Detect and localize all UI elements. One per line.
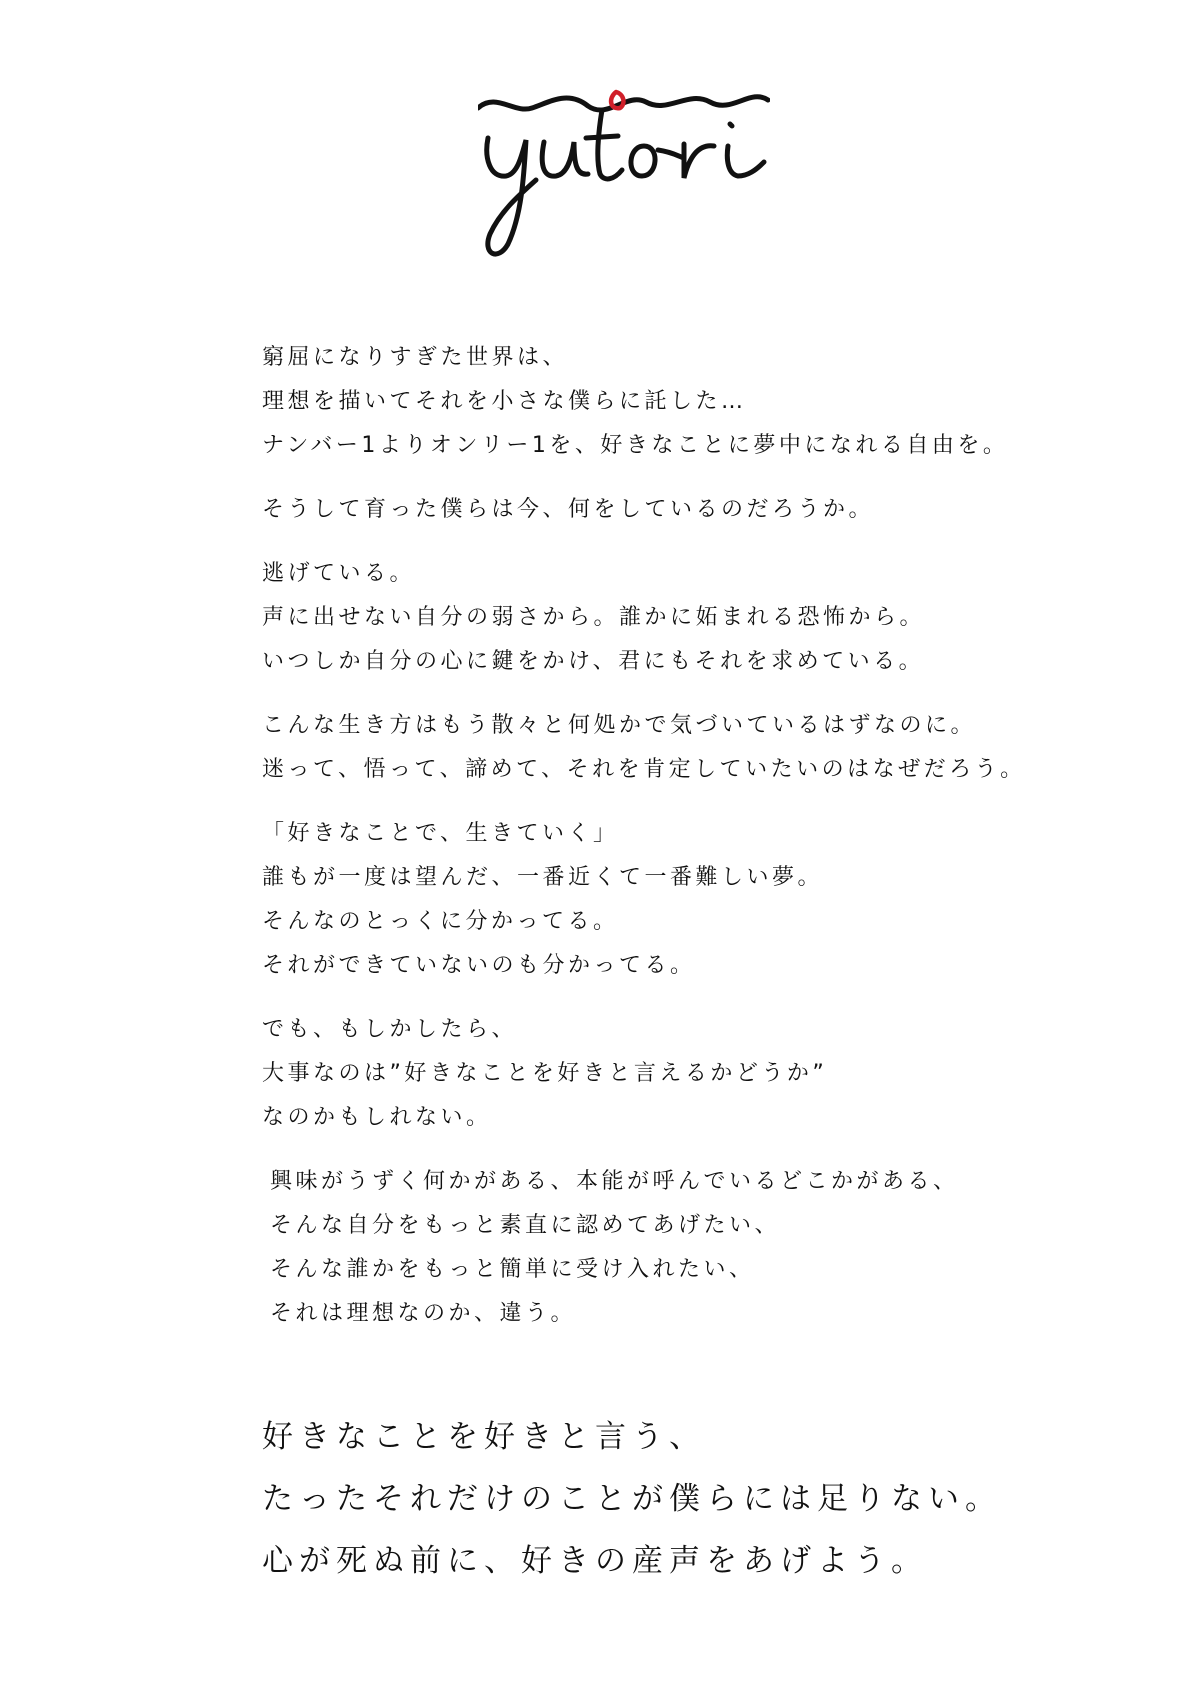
paragraph-1 <box>262 336 1162 468</box>
text-line: 迷って、悟って、諦めて、それを肯定していたいのはなぜだろう。 <box>262 757 1026 782</box>
yutori-logo <box>478 84 770 264</box>
closing-line: たったそれだけのことが僕らには足りない。 <box>262 1481 1002 1517</box>
text-line: 興味がうずく何かがある、本能が呼んでいるどこかがある、 <box>270 1169 959 1194</box>
text-line: 窮屈になりすぎた世界は、 <box>262 345 569 370</box>
text-line: 誰もが一度は望んだ、一番近くて一番難しい夢。 <box>262 865 824 890</box>
text-line: そうして育った僕らは今、何をしているのだろうか。 <box>262 497 875 522</box>
paragraph-5 <box>262 812 1162 988</box>
text-line: こんな生き方はもう散々と何処かで気づいているはずなのに。 <box>262 713 977 738</box>
text-line: 逃げている。 <box>262 561 416 586</box>
paragraph-2 <box>262 488 1162 532</box>
text-line: いつしか自分の心に鍵をかけ、君にもそれを求めている。 <box>262 649 925 674</box>
text-line: ナンバー1よりオンリー1を、好きなことに夢中になれる自由を。 <box>262 433 1009 458</box>
manifesto-body <box>262 336 1162 1356</box>
paragraph-4 <box>262 704 1162 792</box>
text-line: 「好きなことで、生きていく」 <box>262 821 619 846</box>
text-line: でも、もしかしたら、 <box>262 1017 518 1042</box>
text-line: 大事なのは”好きなことを好きと言えるかどうか” <box>262 1061 828 1086</box>
text-line: 理想を描いてそれを小さな僕らに託した… <box>262 389 747 414</box>
paragraph-3 <box>262 552 1162 684</box>
text-line: それができていないのも分かってる。 <box>262 953 696 978</box>
text-line: そんな誰かをもっと簡単に受け入れたい、 <box>270 1257 755 1282</box>
paragraph-6 <box>262 1008 1162 1140</box>
script-wordmark-icon <box>478 84 770 264</box>
text-line: そんなのとっくに分かってる。 <box>262 909 619 934</box>
closing-line: 好きなことを好きと言う、 <box>262 1419 706 1455</box>
closing-line: 心が死ぬ前に、好きの産声をあげよう。 <box>262 1543 928 1579</box>
text-line: なのかもしれない。 <box>262 1105 492 1130</box>
text-line: 声に出せない自分の弱さから。誰かに妬まれる恐怖から。 <box>262 605 926 630</box>
logo-text: yutori <box>478 84 481 85</box>
paragraph-7 <box>262 1160 1162 1336</box>
text-line: それは理想なのか、違う。 <box>270 1301 577 1326</box>
text-line: そんな自分をもっと素直に認めてあげたい、 <box>270 1213 781 1238</box>
closing-statement <box>262 1406 1182 1592</box>
